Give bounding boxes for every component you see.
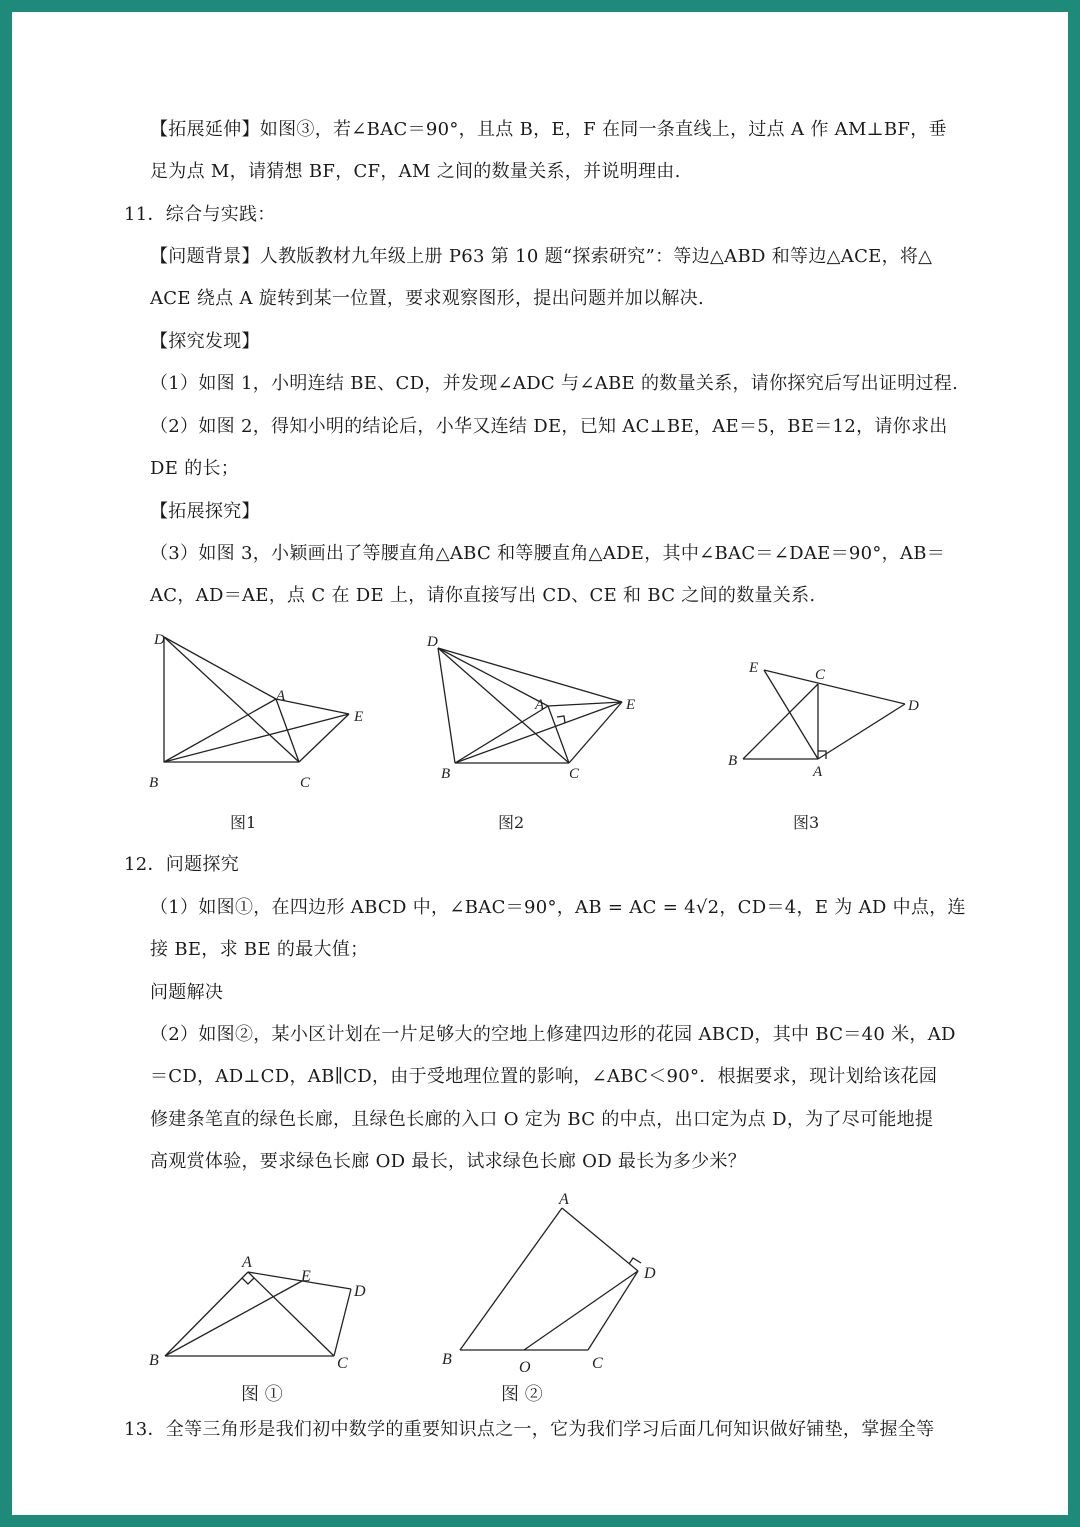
- fig2-label-e: E: [626, 697, 636, 713]
- fig1-label-e: E: [354, 709, 364, 725]
- text-line-12: AC，AD＝AE，点 C 在 DE 上，请你直接写出 CD、CE 和 BC 之间的数量关系.: [150, 585, 816, 606]
- figA-label-b: B: [149, 1352, 159, 1369]
- section-explore-heading: 【探究发现】: [150, 331, 260, 352]
- text-line-14: （1）如图①，在四边形 ABCD 中，∠BAC＝90°，AB = AC = 4√2，CD＝4，E 为 AD 中点，连: [150, 897, 966, 918]
- figB-label-a: A: [559, 1191, 569, 1208]
- figures-12: [12, 1172, 1068, 1382]
- figA-label-a: A: [242, 1254, 252, 1271]
- fig2-label-b: B: [441, 766, 451, 782]
- figure-3-caption: 图3: [793, 813, 820, 832]
- fig1-label-b: B: [149, 775, 159, 791]
- figure-circle-1-caption: 图 ①: [241, 1384, 283, 1405]
- fig3-label-a: A: [813, 764, 823, 780]
- text-line-8: （2）如图 2，得知小明的结论后，小华又连结 DE，已知 AC⊥BE，AE＝5，BE＝12，请你求出: [150, 416, 948, 437]
- figure-1-caption: 图1: [230, 813, 257, 832]
- figA-label-e: E: [301, 1268, 311, 1285]
- fig2-label-a: A: [535, 697, 545, 713]
- figB-label-b: B: [442, 1351, 452, 1368]
- figures-1-3: [12, 612, 1068, 852]
- section-solve-heading: 问题解决: [150, 982, 224, 1003]
- text-line-2: 足为点 M，请猜想 BF，CF，AM 之间的数量关系，并说明理由.: [150, 161, 681, 182]
- figure-circle-2-caption: 图 ②: [501, 1384, 543, 1405]
- fig1-label-c: C: [300, 775, 311, 791]
- text-line-4: 【问题背景】人教版教材九年级上册 P63 第 10 题“探索研究”：等边△ABD 和等边△ACE，将△: [150, 246, 933, 267]
- text-line-20: 高观赏体验，要求绿色长廊 OD 最长，试求绿色长廊 OD 最长为多少米？: [150, 1151, 747, 1172]
- fig2-label-d: D: [427, 634, 438, 650]
- text-line-5: ACE 绕点 A 旋转到某一位置，要求观察图形，提出问题并加以解决.: [150, 288, 704, 309]
- fig3-label-c: C: [815, 667, 826, 683]
- text-line-19: 修建条笔直的绿色长廊，且绿色长廊的入口 O 定为 BC 的中点，出口定为点 D，为了尽可能地提: [150, 1109, 934, 1130]
- figB-label-o: O: [519, 1359, 531, 1376]
- figA-label-d: D: [354, 1283, 366, 1300]
- text-line-1: 【拓展延伸】如图③，若∠BAC＝90°，且点 B，E，F 在同一条直线上，过点 A 作 AM⊥BF，垂: [150, 119, 947, 140]
- figB-label-c: C: [592, 1355, 603, 1372]
- document-page: [12, 12, 1068, 1515]
- fig1-label-a: A: [276, 688, 286, 704]
- fig3-label-b: B: [728, 753, 738, 769]
- question-13-text: 13．全等三角形是我们初中数学的重要知识点之一，它为我们学习后面几何知识做好铺垫，掌握全等: [124, 1419, 935, 1440]
- text-line-18: ＝CD，AD⊥CD，AB∥CD，由于受地理位置的影响，∠ABC＜90°．根据要求，现计划给该花园: [150, 1066, 938, 1087]
- fig1-label-d: D: [154, 632, 165, 648]
- text-line-15: 接 BE，求 BE 的最大值；: [150, 939, 369, 960]
- text-line-9: DE 的长；: [150, 458, 240, 479]
- figure-2-caption: 图2: [498, 813, 525, 832]
- figB-label-d: D: [644, 1265, 656, 1282]
- fig3-label-e: E: [749, 660, 759, 676]
- text-line-7: （1）如图 1，小明连结 BE、CD，并发现∠ADC 与∠ABE 的数量关系，请你探究后写出证明过程.: [150, 373, 959, 394]
- figA-label-c: C: [337, 1355, 348, 1372]
- section-extend-heading: 【拓展探究】: [150, 501, 260, 522]
- question-11-heading: 11．综合与实践：: [124, 204, 276, 225]
- question-12-heading: 12．问题探究: [124, 854, 240, 875]
- text-line-11: （3）如图 3，小颖画出了等腰直角△ABC 和等腰直角△ADE，其中∠BAC＝∠DAE＝90°，AB＝: [150, 543, 946, 564]
- fig3-label-d: D: [908, 698, 919, 714]
- text-line-17: （2）如图②，某小区计划在一片足够大的空地上修建四边形的花园 ABCD，其中 BC＝40 米，AD: [150, 1024, 956, 1045]
- fig2-label-c: C: [569, 766, 580, 782]
